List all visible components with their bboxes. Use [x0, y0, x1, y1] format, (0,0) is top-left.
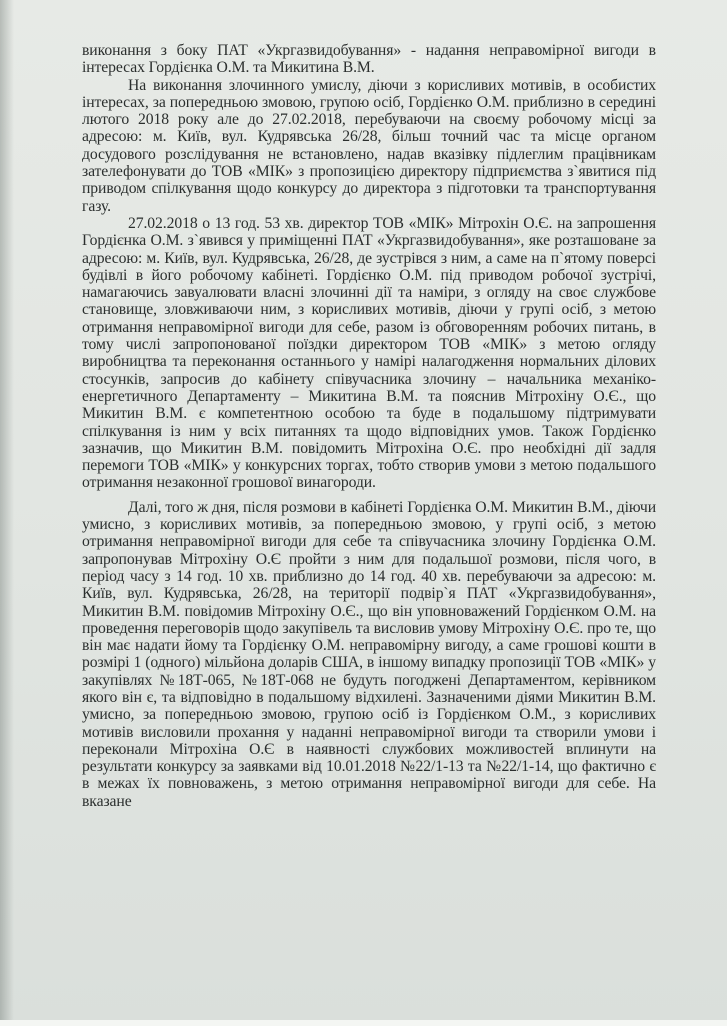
document-body: [82, 42, 656, 810]
paragraph-3: 27.02.2018 о 13 год. 53 хв. директор ТОВ «МІК» Мітрохін О.Є. на запрошення Гордієнка О.М. з`явився у приміщенні ПАТ «Укргазвидобування», яке розташоване за адресою: м. Київ, вул. Кудрявська, 26/28, де зустрівся з ним, а саме на п`ятому поверсі будівлі в його робочому кабінеті. Гордієнко О.М. під приводом робочої зустрічі, намагаючись завуалювати власні злочинні дії та наміри, з огляду на своє службове становище, зловживаючи ним, з корисливих мотивів, діючи у групі осіб, з метою отримання неправомірної вигоди для себе, разом із обговоренням робочих питань, в тому числі запропонованої поїздки директором ТОВ «МІК» з метою огляду виробництва та переконання останнього у намірі налагодження нормальних ділових стосунків, запросив до кабінету співучасника злочину – начальника механіко-енергетичного Департаменту – Микитина В.М. та пояснив Мітрохіну О.Є., що Микитин В.М. є компетентною особою та буде в подальшому підтримувати спілкування із ним у всіх питаннях та щодо відповідних умов. Також Гордієнко зазначив, що Микитин В.М. повідомить Мітрохіна О.Є. про необхідні дії задля перемоги ТОВ «МІК» у конкурсних торгах, тобто створив умови з метою подальшого отримання незаконної грошової винагороди.: [82, 214, 656, 492]
page-edge-shadow: [0, 0, 14, 1026]
paragraph-1: виконання з боку ПАТ «Укргазвидобування» - надання неправомірної вигоди в інтересах Гордієнка О.М. та Микитина В.М.: [82, 42, 656, 77]
scan-bottom-edge: [0, 1020, 727, 1026]
paragraph-4: Далі, того ж дня, після розмови в кабінеті Гордієнка О.М. Микитин В.М., діючи умисно, з корисливих мотивів, за попередньою змовою, у групі осіб, з метою отримання неправомірної вигоди для себе та співучасника злочину Гордієнка О.М. запропонував Мітрохіну О.Є пройти з ним для подальшої розмови, після чого, в період часу з 14 год. 10 хв. приблизно до 14 год. 40 хв. перебуваючи за адресою: м. Київ, вул. Кудрявська, 26/28, на території подвір`я ПАТ «Укргазвидобування», Микитин В.М. повідомив Мітрохіну О.Є., що він уповноважений Гордієнком О.М. на проведення переговорів щодо закупівель та висловив умову Мітрохіну О.Є. про те, що він має надати йому та Гордієнку О.М. неправомірну вигоду, а саме грошові кошти в розмірі 1 (одного) мільйона доларів США, в іншому випадку пропозиції ТОВ «МІК» у закупівлях №18Т-065, №18Т-068 не будуть погоджені Департаментом, керівником якого він є, та відповідно в подальшому відхилені. Зазначеними діями Микитин В.М. умисно, за попередньою змовою, групою осіб із Гордієнком О.М., з корисливих мотивів висловили прохання у наданні неправомірної вигоди та створили умови і переконали Мітрохіна О.Є в наявності службових можливостей вплинути на результати конкурсу за заявками від 10.01.2018 №22/1-13 та №22/1-14, що фактично є в межах їх повноважень, з метою отримання неправомірної вигоди для себе. На вказане: [82, 498, 656, 810]
paragraph-2: На виконання злочинного умислу, діючи з корисливих мотивів, в особистих інтересах, за попередньою змовою, групою осіб, Гордієнко О.М. приблизно в середині лютого 2018 року але до 27.02.2018, перебуваючи на своєму робочому місці за адресою: м. Київ, вул. Кудрявська 26/28, більш точний час та місце органом досудового розслідування не встановлено, надав вказівку підлеглим працівникам зателефонувати до ТОВ «МІК» з пропозицією директору підприємства з`явитися під приводом спілкування щодо конкурсу до директора з підготовки та транспортування газу.: [82, 76, 656, 215]
